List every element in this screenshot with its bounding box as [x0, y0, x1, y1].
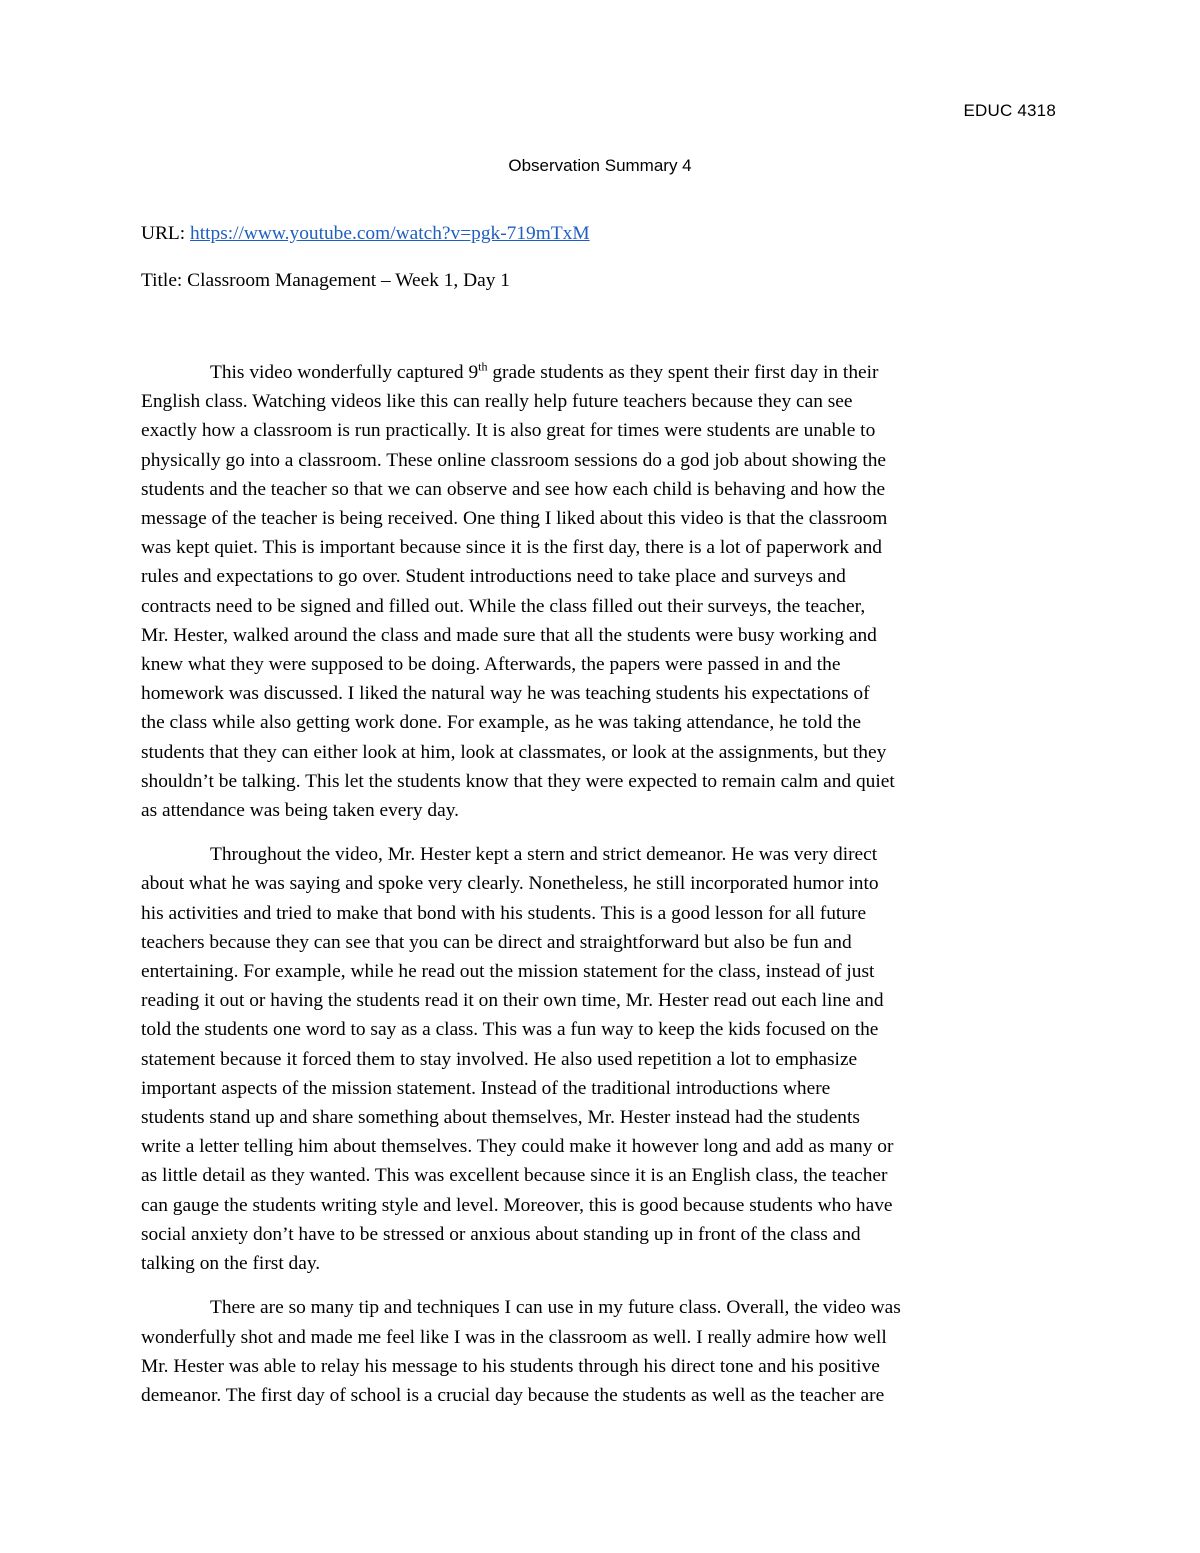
paragraph-line: was kept quiet. This is important because since it is the first day, there is a lot of paperwork and — [141, 537, 882, 559]
paragraph-line: students that they can either look at him, look at classmates, or look at the assignments, but they — [141, 741, 887, 763]
paragraph-line: told the students one word to say as a class. This was a fun way to keep the kids focused on the — [141, 1019, 879, 1041]
paragraph-line: contracts need to be signed and filled out. While the class filled out their surveys, the teacher, — [141, 595, 866, 617]
paragraph-line: as attendance was being taken every day. — [141, 800, 460, 822]
paragraph-line: his activities and tried to make that bond with his students. This is a good lesson for all future — [141, 902, 867, 924]
paragraph-2 — [141, 840, 1061, 1278]
paragraph-line: social anxiety don’t have to be stressed or anxious about standing up in front of the class and — [141, 1223, 861, 1245]
paragraph-line: homework was discussed. I liked the natural way he was teaching students his expectations of — [141, 683, 870, 705]
url-label: URL: — [141, 223, 186, 244]
url-line — [141, 223, 1061, 245]
paragraph-line: demeanor. The first day of school is a crucial day because the students as well as the teacher are — [141, 1384, 885, 1406]
document-title: Observation Summary 4 — [508, 156, 692, 175]
paragraph-line: Mr. Hester, walked around the class and made sure that all the students were busy working and — [141, 624, 877, 646]
paragraph-line: statement because it forced them to stay involved. He also used repetition a lot to emphasize — [141, 1048, 858, 1070]
paragraph-line: entertaining. For example, while he read out the mission statement for the class, instead of just — [141, 961, 875, 983]
ordinal-superscript: th — [478, 359, 488, 374]
paragraph-line: reading it out or having the students read it on their own time, Mr. Hester read out each line and — [141, 990, 884, 1012]
video-title-line: Title: Classroom Management – Week 1, Day 1 — [141, 270, 510, 291]
paragraph-line: wonderfully shot and made me feel like I was in the classroom as well. I really admire how well — [141, 1326, 887, 1348]
paragraph-line: the class while also getting work done. For example, as he was taking attendance, he told the — [141, 712, 861, 734]
paragraph-line: exactly how a classroom is run practically. It is also great for times were students are unable to — [141, 420, 876, 442]
paragraph-line: about what he was saying and spoke very clearly. Nonetheless, he still incorporated humor into — [141, 873, 879, 895]
paragraph-line: important aspects of the mission statement. Instead of the traditional introductions where — [141, 1077, 831, 1099]
paragraph-line: rules and expectations to go over. Student introductions need to take place and surveys and — [141, 566, 846, 588]
paragraph-line: physically go into a classroom. These online classroom sessions do a god job about showing the — [141, 449, 887, 471]
paragraph-line: message of the teacher is being received. One thing I liked about this video is that the classroom — [141, 508, 888, 530]
paragraph-3 — [141, 1293, 1061, 1410]
paragraph-line: talking on the first day. — [141, 1253, 321, 1275]
paragraph-line: Mr. Hester was able to relay his message to his students through his direct tone and his positive — [141, 1355, 880, 1377]
paragraph-line: students and the teacher so that we can observe and see how each child is behaving and how the — [141, 478, 886, 500]
paragraph-line: as little detail as they wanted. This was excellent because since it is an English class, the teacher — [141, 1165, 888, 1187]
paragraph-line: can gauge the students writing style and level. Moreover, this is good because students who have — [141, 1194, 893, 1216]
video-url-link[interactable]: https://www.youtube.com/watch?v=pgk-719mTxM — [190, 223, 590, 244]
course-code: EDUC 4318 — [963, 101, 1056, 120]
paragraph-line: Throughout the video, Mr. Hester kept a stern and strict demeanor. He was very direct — [210, 844, 878, 866]
paragraph-line: students stand up and share something about themselves, Mr. Hester instead had the students — [141, 1107, 860, 1129]
paragraph-line: English class. Watching videos like this can really help future teachers because they can see — [141, 391, 853, 413]
paragraph-line: There are so many tip and techniques I can use in my future class. Overall, the video was — [210, 1297, 901, 1319]
paragraph-line: This video wonderfully captured 9th grade students as they spent their first day in their — [210, 359, 879, 383]
paragraph-1 — [141, 358, 1061, 825]
paragraph-line: knew what they were supposed to be doing. Afterwards, the papers were passed in and the — [141, 654, 841, 676]
paragraph-line: write a letter telling him about themselves. They could make it however long and add as many or — [141, 1136, 894, 1158]
paragraph-line: teachers because they can see that you can be direct and straightforward but also be fun and — [141, 931, 852, 953]
body-text — [141, 358, 1061, 1425]
paragraph-line: shouldn’t be talking. This let the students know that they were expected to remain calm and quiet — [141, 770, 895, 792]
